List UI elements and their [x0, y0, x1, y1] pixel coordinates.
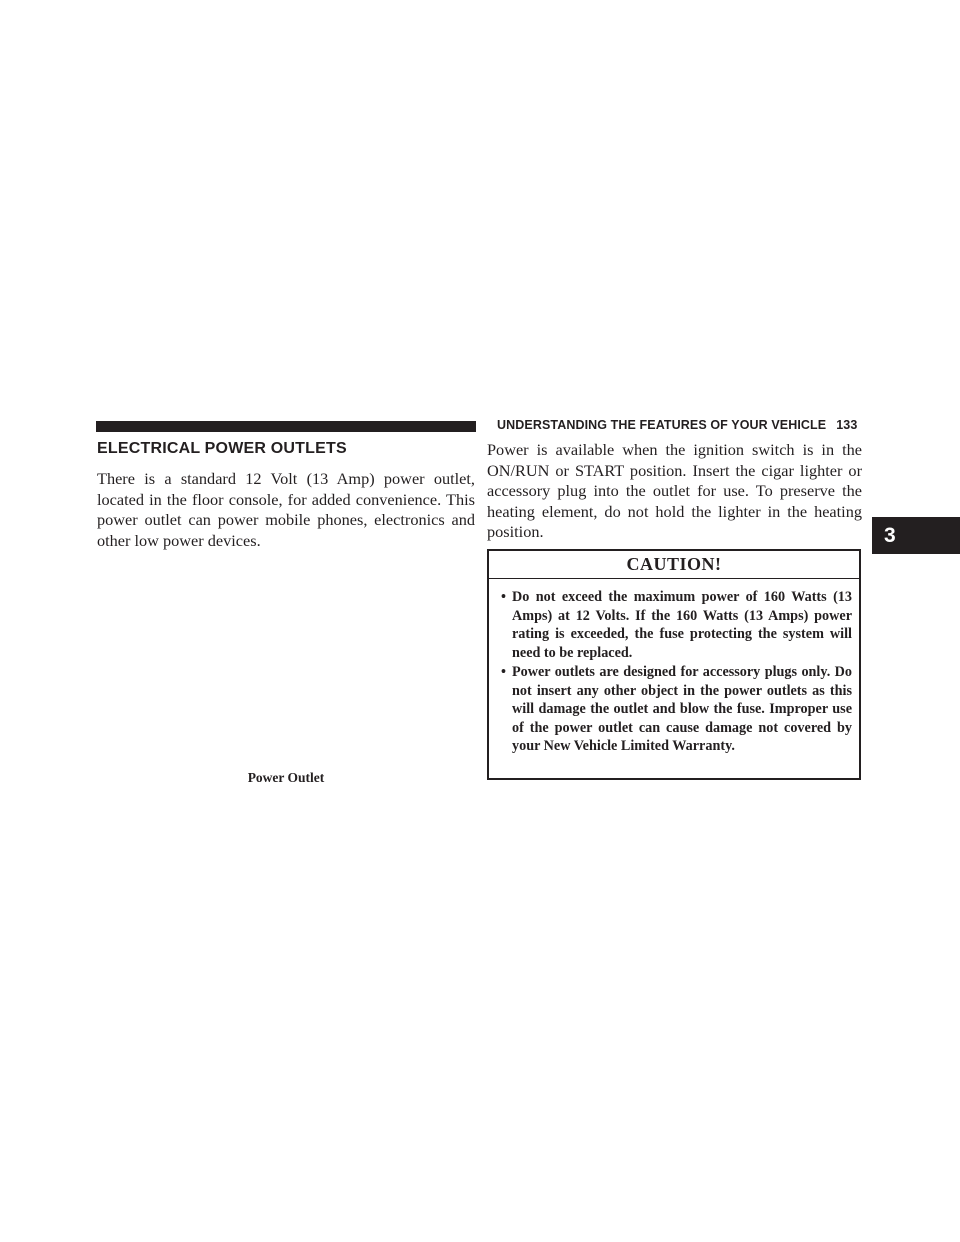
caution-item: [501, 663, 852, 756]
intro-paragraph: There is a standard 12 Volt (13 Amp) power outlet, located in the floor console, for added convenience. This power outlet can power mobile phones, electronics and other low power devices.: [97, 469, 475, 550]
caution-list: [489, 579, 859, 756]
section-tab: 3: [872, 517, 960, 554]
running-header: [497, 418, 857, 432]
caution-item-text: Do not exceed the maximum power of 160 Watts (13 Amps) at 12 Volts. If the 160 Watts (13 Amps) power rating is exceeded, the fuse protecting the system will need to be replaced.: [512, 589, 852, 661]
bullet-icon: •: [501, 589, 506, 605]
bullet-icon: •: [501, 664, 506, 680]
caution-box: [487, 549, 861, 780]
header-rule: [96, 421, 476, 432]
running-header-title: UNDERSTANDING THE FEATURES OF YOUR VEHICLE: [497, 418, 827, 432]
figure-caption: Power Outlet: [247, 770, 325, 785]
page-number: 133: [836, 418, 858, 432]
caution-item: [501, 588, 852, 662]
caution-title: CAUTION!: [489, 551, 859, 579]
caution-item-text: Power outlets are designed for accessory plugs only. Do not insert any other object in the power outlets as this will damage the outlet and blow the fuse. Improper use of the power outlet can cause damage not covered by your New Vehicle Limited Warranty.: [512, 664, 852, 754]
power-outlet-figure: [97, 560, 475, 765]
section-title: ELECTRICAL POWER OUTLETS: [97, 440, 347, 457]
usage-paragraph: Power is available when the ignition switch is in the ON/RUN or START position. Insert the cigar lighter or accessory plug into the outlet for use. To preserve the heating element, do not hold the lighter in the heating position.: [487, 440, 862, 541]
